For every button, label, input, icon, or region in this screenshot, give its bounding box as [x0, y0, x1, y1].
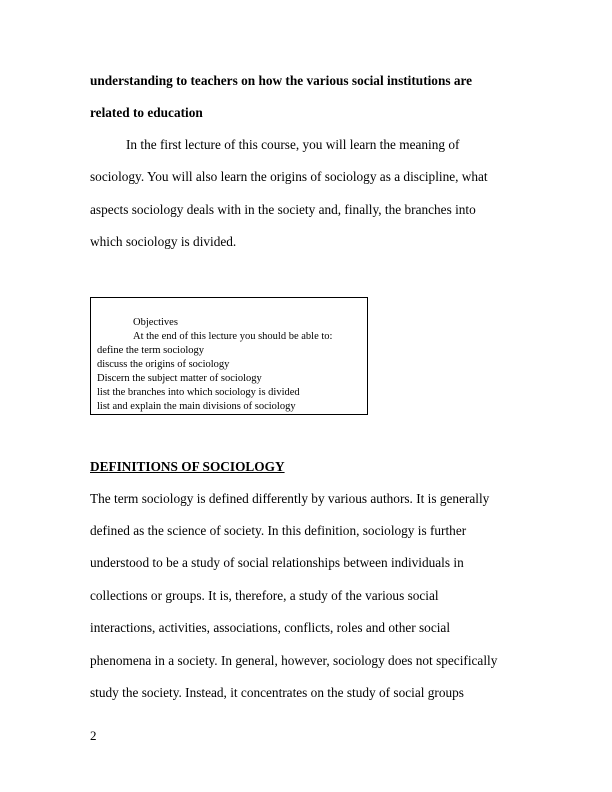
- paragraph-line: collections or groups. It is, therefore, a study of the various social: [90, 588, 439, 603]
- objective-item: Discern the subject matter of sociology: [97, 373, 262, 384]
- paragraph-line: The term sociology is defined differently by various authors. It is generally: [90, 491, 490, 506]
- objectives-title: Objectives: [133, 317, 178, 328]
- objective-item: list the branches into which sociology is divided: [97, 387, 300, 398]
- paragraph-line: phenomena in a society. In general, however, sociology does not specifically: [90, 653, 498, 668]
- paragraph-line: aspects sociology deals with in the society and, finally, the branches into: [90, 202, 476, 217]
- paragraph-line: understood to be a study of social relationships between individuals in: [90, 555, 464, 570]
- paragraph-line: defined as the science of society. In this definition, sociology is further: [90, 523, 467, 538]
- objectives-box: [90, 297, 368, 415]
- paragraph-line: sociology. You will also learn the origins of sociology as a discipline, what: [90, 169, 488, 184]
- page-number: 2: [90, 728, 97, 743]
- intro-text-line: understanding to teachers on how the various social institutions are: [90, 73, 473, 88]
- objective-item: define the term sociology: [97, 345, 205, 356]
- paragraph-line: study the society. Instead, it concentrates on the study of social groups: [90, 685, 464, 700]
- objectives-intro: At the end of this lecture you should be able to:: [133, 331, 333, 342]
- intro-text-line: related to education: [90, 105, 203, 120]
- objective-item: discuss the origins of sociology: [97, 359, 230, 370]
- paragraph-line: which sociology is divided.: [90, 234, 237, 249]
- paragraph-line: interactions, activities, associations, conflicts, roles and other social: [90, 620, 451, 635]
- objective-item: list and explain the main divisions of sociology: [97, 401, 296, 412]
- section-heading: DEFINITIONS OF SOCIOLOGY: [90, 459, 285, 474]
- paragraph-line: In the first lecture of this course, you will learn the meaning of: [126, 137, 460, 152]
